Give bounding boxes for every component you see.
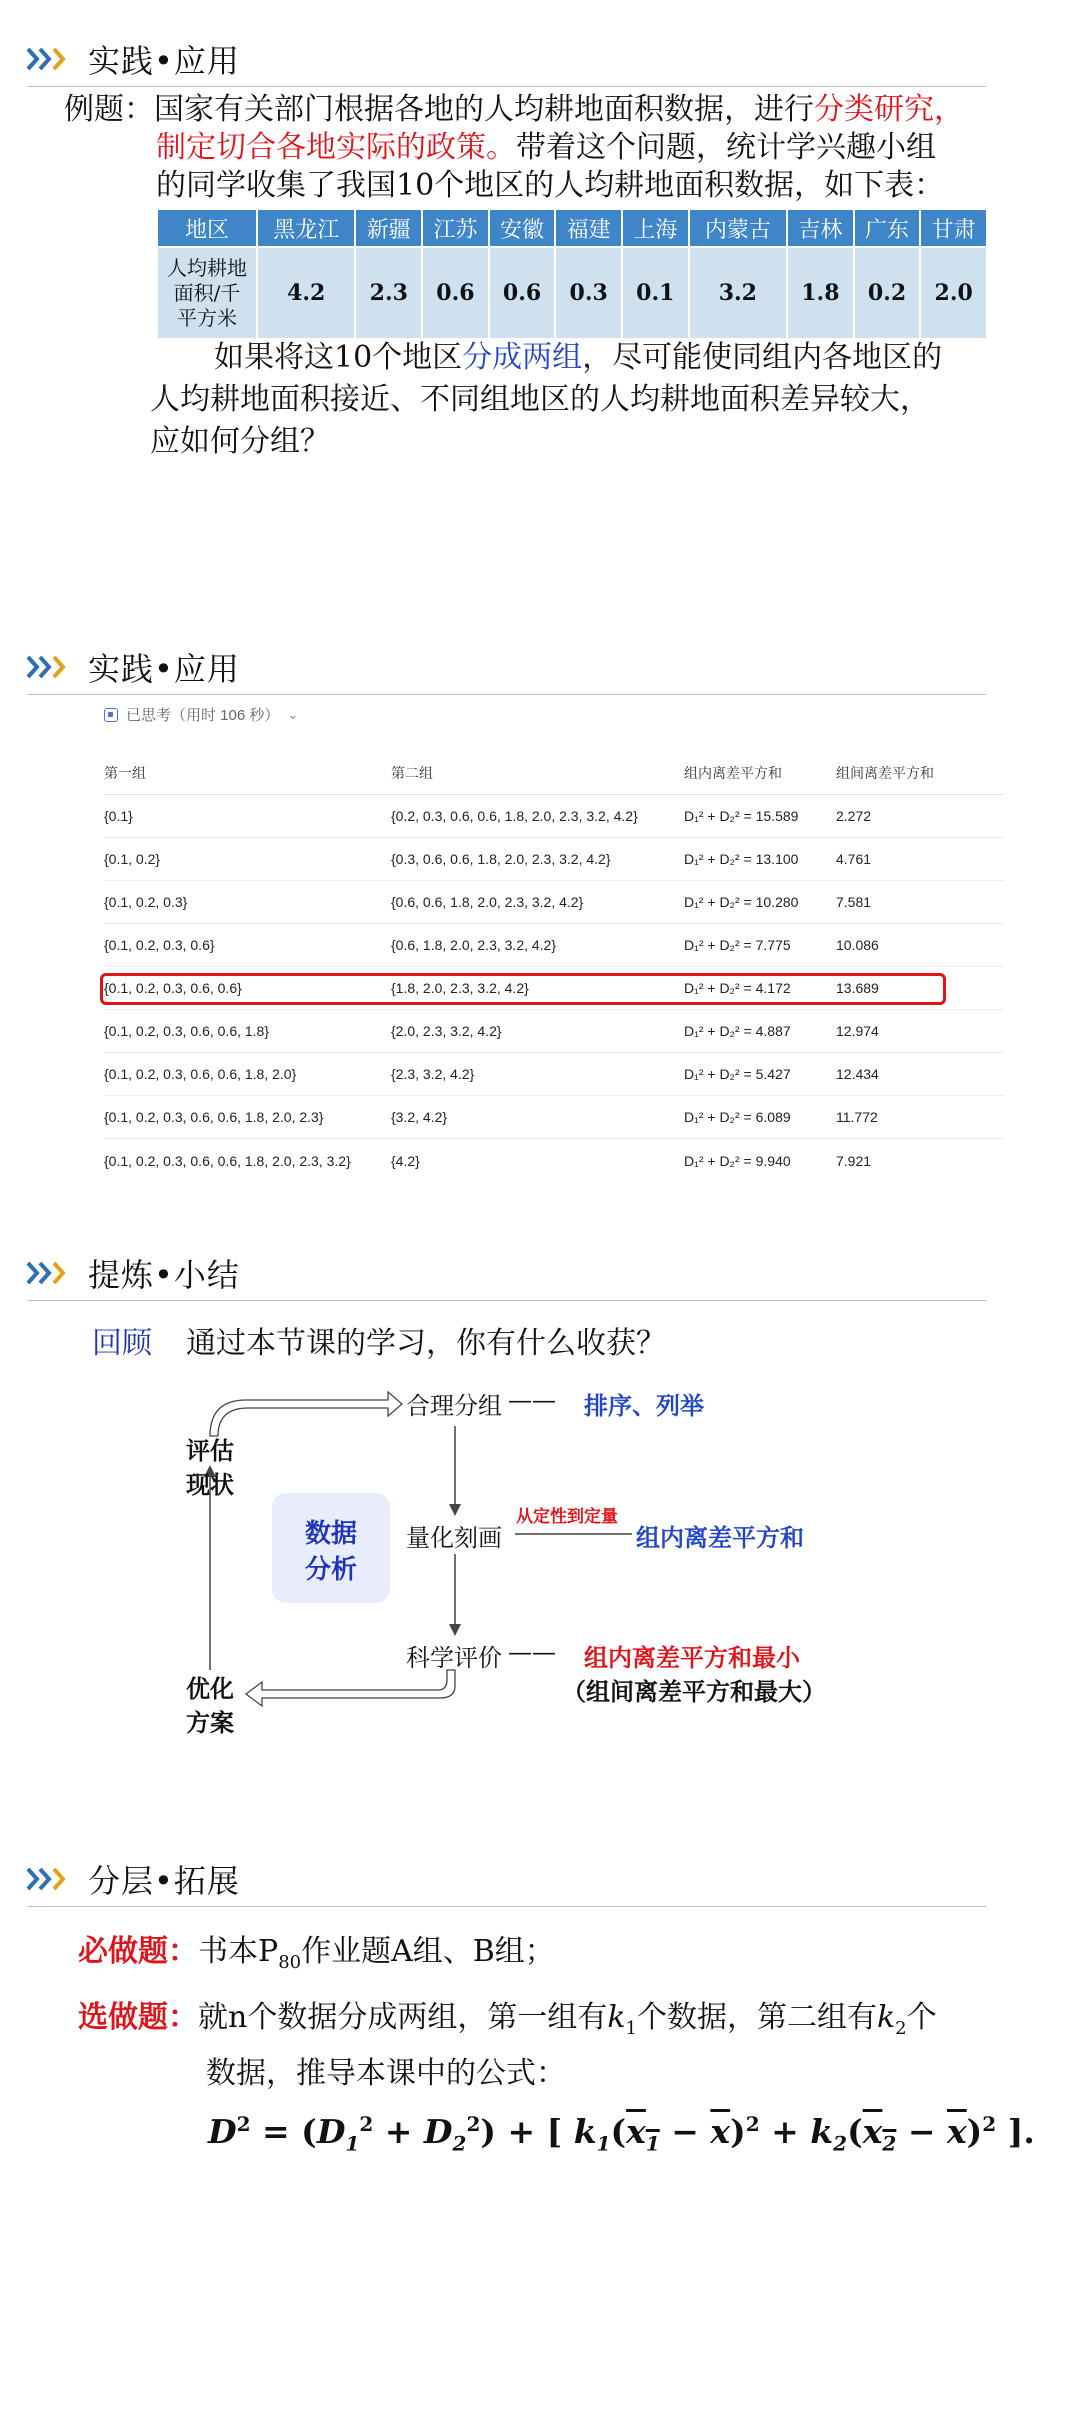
table-header-cell: 广东 — [854, 209, 921, 247]
table-cell: {0.1} — [104, 808, 133, 824]
table-cell: D₁² + D₂² = 5.427 — [684, 1066, 791, 1082]
table-cell: {4.2} — [391, 1152, 420, 1169]
table-cell: 4.761 — [836, 851, 872, 867]
region-table — [156, 208, 988, 340]
data-analysis-box — [272, 1493, 390, 1603]
section-divider — [28, 1906, 986, 1907]
step-quantify-note: 组内离差平方和 — [636, 1523, 804, 1552]
table-cell: {0.6, 1.8, 2.0, 2.3, 3.2, 4.2} — [391, 937, 557, 953]
table-row — [104, 881, 1004, 924]
review-label: 回顾 — [92, 1326, 152, 1361]
table-cell: D₁² + D₂² = 6.089 — [684, 1109, 791, 1125]
table-cell: D₁² + D₂² = 15.589 — [684, 808, 799, 824]
table-cell: {0.1, 0.2, 0.3, 0.6, 0.6, 1.8} — [104, 1023, 270, 1039]
table-cell: 0.2 — [854, 247, 921, 339]
optional-homework — [78, 1996, 937, 2051]
table-header-cell: 安徽 — [489, 209, 556, 247]
label-line: 优化 — [186, 1674, 234, 1703]
chevrons-icon — [26, 1866, 72, 1892]
table-cell: 7.581 — [836, 894, 872, 910]
left-top-label — [186, 1434, 234, 1502]
page-subscript: 80 — [278, 1952, 302, 1973]
table-cell: 4.2 — [257, 247, 355, 339]
step-evaluate-note-2: （组间离差平方和最大） — [562, 1677, 826, 1706]
section-header-2 — [26, 642, 240, 692]
table-cell: 10.086 — [836, 937, 879, 953]
table-cell: 0.3 — [555, 247, 622, 339]
required-label: 必做题： — [78, 1934, 198, 1969]
dash: —— — [508, 1386, 556, 1414]
section-title: 实践•应用 — [88, 42, 240, 80]
step-evaluate-note: 组内离差平方和最小 — [584, 1643, 800, 1672]
optional-label: 选做题： — [78, 2000, 198, 2035]
table-cell: 0.1 — [622, 247, 689, 339]
example-line-3: 的同学收集了我国10个地区的人均耕地面积数据，如下表： — [156, 168, 945, 203]
table-header-cell: 新疆 — [355, 209, 422, 247]
row-label-line: 面积/千 — [173, 280, 241, 305]
table-header-cell: 黑龙江 — [257, 209, 355, 247]
table-header-cell: 甘肃 — [920, 209, 987, 247]
row-label-line: 人均耕地 — [167, 255, 247, 280]
left-bottom-label — [186, 1672, 234, 1740]
table-cell: D₁² + D₂² = 9.940 — [684, 1152, 791, 1169]
table-row — [104, 838, 1004, 881]
table-cell: 13.689 — [836, 980, 879, 996]
optional-text: 个 — [906, 2000, 937, 2035]
table-cell: {0.1, 0.2, 0.3, 0.6, 0.6, 1.8, 2.0, 2.3, 3.2} — [104, 1152, 351, 1169]
chevrons-icon — [26, 654, 72, 680]
optional-text: 就n个数据分成两组，第一组有 — [198, 2000, 608, 2035]
chevron-down-icon: ⌄ — [287, 706, 299, 722]
required-homework — [78, 1930, 555, 1985]
required-text: 书本P — [198, 1934, 279, 1969]
section-divider — [28, 1300, 986, 1301]
review-question: 通过本节课的学习，你有什么收获？ — [186, 1326, 666, 1361]
table-row — [104, 1053, 1004, 1096]
table-header-cell: 地区 — [157, 209, 257, 247]
step-evaluate: 科学评价 — [406, 1644, 502, 1672]
table-cell: 0.6 — [489, 247, 556, 339]
table-cell: {2.3, 3.2, 4.2} — [391, 1066, 475, 1082]
chevrons-icon — [26, 1260, 72, 1286]
thinking-label: 已思考（用时 106 秒） — [126, 707, 280, 724]
thinking-status[interactable] — [104, 704, 298, 725]
label-line: 方案 — [186, 1708, 234, 1737]
column-header: 组间离差平方和 — [836, 765, 934, 781]
label-line: 现状 — [186, 1470, 234, 1499]
table-cell: {3.2, 4.2} — [391, 1109, 448, 1125]
column-header: 第一组 — [104, 765, 146, 781]
table-cell: 12.434 — [836, 1066, 879, 1082]
question-highlight: 分成两组 — [462, 340, 583, 375]
k1-symbol: k — [607, 2000, 626, 2035]
section-header-4 — [26, 1854, 240, 1904]
table-cell: 2.3 — [355, 247, 422, 339]
table-cell: D₁² + D₂² = 4.172 — [684, 980, 791, 996]
question-line-1 — [214, 336, 942, 380]
table-row — [104, 924, 1004, 967]
k2-subscript: 2 — [895, 2018, 907, 2039]
box-line: 分析 — [304, 1555, 357, 1585]
question-text: 如果将这10个地区 — [214, 340, 463, 375]
table-cell: {0.1, 0.2, 0.3} — [104, 894, 188, 910]
table-cell: 1.8 — [787, 247, 854, 339]
table-header-cell: 福建 — [555, 209, 622, 247]
table-cell: {0.6, 0.6, 1.8, 2.0, 2.3, 3.2, 4.2} — [391, 894, 584, 910]
optional-text: 个数据，第二组有 — [636, 2000, 877, 2035]
column-header: 第二组 — [391, 765, 433, 781]
table-cell: D₁² + D₂² = 13.100 — [684, 851, 799, 867]
table-cell: 7.921 — [836, 1152, 872, 1169]
section-header-1 — [26, 34, 240, 84]
table-header-cell: 江苏 — [422, 209, 489, 247]
optional-line-2: 数据，推导本课中的公式： — [206, 2056, 566, 2091]
required-text: 作业题A组、B组； — [301, 1934, 555, 1969]
example-text: 带着这个问题，统计学兴趣小组 — [516, 130, 936, 165]
table-cell: {0.1, 0.2, 0.3, 0.6, 0.6} — [104, 980, 242, 996]
table-cell: 12.974 — [836, 1023, 879, 1039]
table-row — [104, 1139, 1004, 1182]
section-divider — [28, 86, 986, 87]
question-line-3: 应如何分组？ — [150, 424, 330, 459]
table-cell: {0.2, 0.3, 0.6, 0.6, 1.8, 2.0, 2.3, 3.2, 4.2} — [391, 808, 638, 824]
table-cell: 2.272 — [836, 808, 872, 824]
region-table-row — [157, 247, 987, 339]
box-line: 数据 — [304, 1519, 357, 1549]
thinking-icon — [104, 708, 118, 722]
table-cell: {0.1, 0.2} — [104, 851, 161, 867]
ai-answer-panel — [62, 690, 962, 1190]
column-header: 组内离差平方和 — [684, 765, 782, 781]
table-cell: {2.0, 2.3, 3.2, 4.2} — [391, 1023, 502, 1039]
step-quantify-above: 从定性到定量 — [516, 1507, 618, 1527]
table-cell: D₁² + D₂² = 4.887 — [684, 1023, 791, 1039]
row-label-line: 平方米 — [177, 305, 237, 330]
chevrons-icon — [26, 46, 72, 72]
table-cell: {0.3, 0.6, 0.6, 1.8, 2.0, 2.3, 3.2, 4.2} — [391, 851, 611, 867]
table-cell: {1.8, 2.0, 2.3, 3.2, 4.2} — [391, 980, 529, 996]
summary-flow-diagram — [0, 1380, 1080, 1740]
example-label: 例题： — [64, 92, 154, 127]
example-highlight: 分类研究， — [814, 92, 964, 127]
table-header-row — [104, 752, 1004, 795]
dash: —— — [508, 1638, 556, 1666]
section-title: 分层•拓展 — [88, 1862, 240, 1900]
table-row — [104, 1010, 1004, 1053]
section-header-3 — [26, 1248, 240, 1298]
k2-symbol: k — [876, 2000, 896, 2035]
table-cell: 3.2 — [689, 247, 787, 339]
table-cell: D₁² + D₂² = 7.775 — [684, 937, 791, 953]
variance-formula: $D^2 = (D_1^2 + D_2^2)$ + [ $k_1(x_1 - \overline{x})^2 + k_2(x_2 - \overline{x})^2$ ]. — [208, 2112, 1035, 2156]
highlight-box — [100, 973, 946, 1005]
step-quantify: 量化刻画 — [406, 1524, 502, 1552]
k1-subscript: 1 — [625, 2018, 637, 2039]
example-highlight: 制定切合各地实际的政策。 — [156, 130, 516, 165]
table-row-label — [157, 247, 257, 339]
table-header-cell: 吉林 — [787, 209, 854, 247]
table-header-cell: 上海 — [622, 209, 689, 247]
example-text: 国家有关部门根据各地的人均耕地面积数据，进行 — [154, 92, 814, 127]
step-group-note: 排序、列举 — [584, 1391, 704, 1420]
label-line: 评估 — [186, 1436, 234, 1465]
question-text: ，尽可能使同组内各地区的 — [582, 340, 943, 375]
table-cell: 2.0 — [920, 247, 987, 339]
table-cell: D₁² + D₂² = 10.280 — [684, 894, 799, 910]
table-row — [104, 795, 1004, 838]
table-cell: {0.1, 0.2, 0.3, 0.6} — [104, 937, 215, 953]
region-table-header — [157, 209, 987, 247]
table-cell: 0.6 — [422, 247, 489, 339]
table-row — [104, 1096, 1004, 1139]
table-header-cell: 内蒙古 — [689, 209, 787, 247]
section-title: 实践•应用 — [88, 650, 240, 688]
section-title: 提炼•小结 — [88, 1256, 240, 1294]
step-group: 合理分组 — [406, 1392, 502, 1420]
table-cell: {0.1, 0.2, 0.3, 0.6, 0.6, 1.8, 2.0, 2.3} — [104, 1109, 324, 1125]
question-line-2: 人均耕地面积接近、不同组地区的人均耕地面积差异较大， — [150, 382, 930, 417]
table-cell: {0.1, 0.2, 0.3, 0.6, 0.6, 1.8, 2.0} — [104, 1066, 297, 1082]
table-cell: 11.772 — [836, 1109, 878, 1125]
